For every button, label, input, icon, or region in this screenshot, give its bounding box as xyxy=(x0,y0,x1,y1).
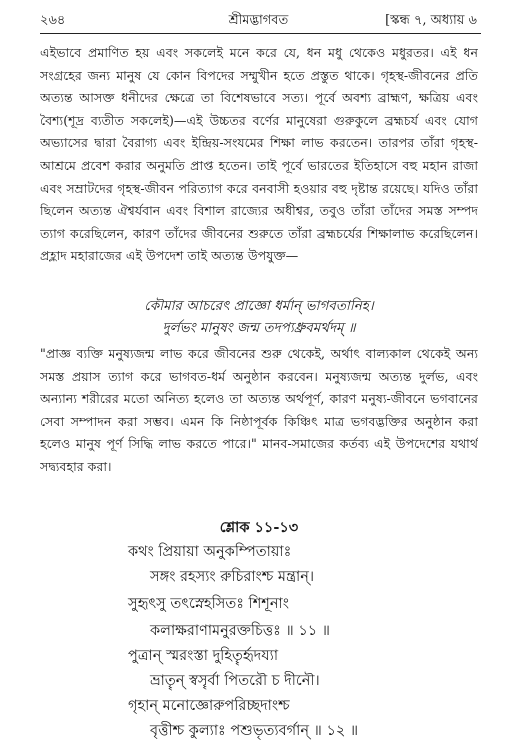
book-title: শ্রীমদ্ভাগবত xyxy=(228,13,289,28)
sloka-line: ভ্রাতৄন্ স্বসৄর্বা পিতরৌ চ দীনৌ। xyxy=(150,673,320,689)
sloka-line: সুহৃৎসু তৎস্নেহসিতঃ শিশূনাং xyxy=(128,596,289,612)
sloka-line: কলাক্ষরাণামনুরক্তচিত্তঃ ॥ ১১ ॥ xyxy=(150,623,330,639)
quote-verse-line-1: কৌমার আচরেৎ প্রাজ্ঞো ধর্মান্ ভাগবতানিহ। xyxy=(144,298,374,314)
sloka-heading: শ্লোক ১১-১৩ xyxy=(219,519,299,536)
page-number: ২৬৪ xyxy=(40,13,66,28)
header-divider xyxy=(40,33,481,34)
sloka-line: কথং প্রিয়ায়া অনুকম্পিতায়াঃ xyxy=(128,544,292,560)
purport-paragraph-1: এইভাবে প্রমাণিত হয় এবং সকলেই মনে করে যে, ধন মধু থেকেও মধুরতর। এই ধন সংগ্রহের জন্য মানুষ যে কোন বিপদের সম্মুখীন হতে প্রস্তুত থাকে। গৃহস্থ-জীবনের প্রতি অত্যন্ত আসক্ত ধনীদের ক্ষেত্রে তা বিশেষভাবে সত্য। পূর্বে অবশ্য ব্রাহ্মণ, ক্ষত্রিয় এবং বৈশ্য(শূদ্র ব্যতীত সকলেই)—এই উচ্চতর বর্ণের মানুষেরা গুরুকুলে ব্রহ্মচর্য এবং যোগ অভ্যাসের দ্বারা বৈরাগ্য এবং ইন্দ্রিয়-সংযমের শিক্ষা লাভ করতেন। তারপর তাঁরা গৃহস্থ-আশ্রমে প্রবেশ করার অনুমতি প্রাপ্ত হতেন। তাই পূর্বে ভারতের ইতিহাসে বহু মহান রাজা এবং সম্রাটদের গৃহস্থ-জীবন পরিত্যাগ করে বনবাসী হওয়ার বহু দৃষ্টান্ত রয়েছে। যদিও তাঁরা ছিলেন অত্যন্ত ঐশ্বর্যবান এবং বিশাল রাজ্যের অধীশ্বর, তবুও তাঁরা তাঁদের সমস্ত সম্পদ ত্যাগ করেছিলেন, কারণ তাঁদের জীবনের শুরুতে তাঁরা ব্রহ্মচর্যের শিক্ষালাভ করেছিলেন। প্রহ্লাদ মহারাজের এই উপদেশ তাই অত্যন্ত উপযুক্ত— xyxy=(40,45,478,264)
sloka-line: গৃহান্ মনোজ্ঞোরুপরিচ্ছদাংশ্চ xyxy=(128,698,290,714)
sloka-line: সঙ্গং রহস্যং রুচিরাংশ্চ মন্ত্রান্। xyxy=(150,569,315,585)
page-header xyxy=(40,10,477,32)
sloka-line: পুত্রান্ স্মরংস্তা দুহিতৄর্হৃদয্যা xyxy=(128,648,279,664)
quote-verse-line-2: দুর্লভং মানুষং জন্ম তদপ্যধ্রুবমর্থদম্ ॥ xyxy=(162,320,356,336)
chapter-reference: [স্কন্ধ ৭, অধ্যায় ৬ xyxy=(385,13,477,28)
purport-paragraph-2: "প্রাজ্ঞ ব্যক্তি মনুষ্যজন্ম লাভ করে জীবনের শুরু থেকেই, অর্থাৎ বাল্যকাল থেকেই অন্য সমস্ত প্রয়াস ত্যাগ করে ভাগবত-ধর্ম অনুষ্ঠান করবেন। মনুষ্যজন্ম অত্যন্ত দুর্লভ, এবং অন্যান্য শরীরের মতো অনিত্য হলেও তা অত্যন্ত অর্থপূর্ণ, কারণ মনুষ্য-জীবনে ভগবানের সেবা সম্পাদন করা সম্ভব। এমন কি নিষ্ঠাপূর্বক কিঞ্চিৎ মাত্র ভগবদ্ভক্তির অনুষ্ঠান করা হলেও মানুষ পূর্ণ সিদ্ধি লাভ করতে পারে।" মানব-সমাজের কর্তব্য এই উপদেশের যথার্থ সদ্ব্যবহার করা। xyxy=(40,346,478,474)
sloka-line: বৃত্তীশ্চ কুল্যাঃ পশুভৃত্যবর্গান্ ॥ ১২ ॥ xyxy=(150,723,359,739)
